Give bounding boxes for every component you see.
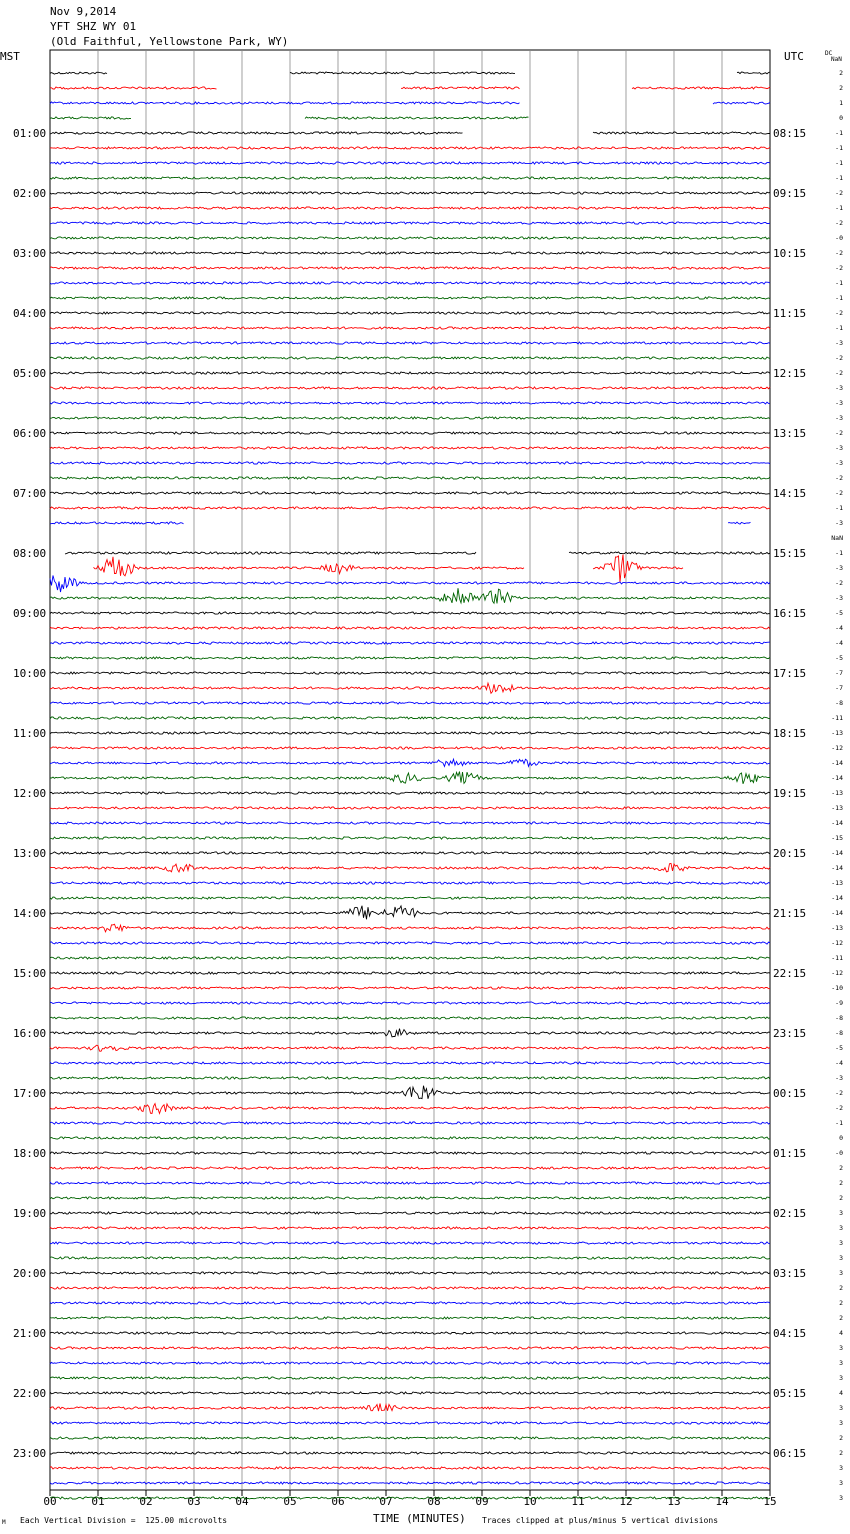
seismic-trace	[50, 1332, 770, 1334]
right-hour-label: 16:15	[773, 607, 807, 620]
x-tick-label: 06	[331, 1495, 345, 1508]
dc-offset-value: 3	[839, 1269, 843, 1277]
dc-offset-value: 1	[839, 99, 843, 107]
x-tick-label: 09	[475, 1495, 489, 1508]
seismic-trace	[401, 87, 520, 89]
dc-offset-value: -14	[831, 759, 843, 767]
left-hour-label: 04:00	[13, 307, 47, 320]
dc-offset-value: -1	[835, 174, 843, 182]
left-hour-label: 13:00	[13, 847, 47, 860]
seismic-trace	[632, 87, 770, 89]
dc-offset-value: 2	[839, 1194, 843, 1202]
seismic-trace	[50, 1017, 770, 1019]
dc-offset-value: -12	[831, 969, 843, 977]
left-hour-label: 05:00	[13, 367, 47, 380]
seismic-trace	[50, 759, 770, 766]
seismic-trace	[50, 297, 770, 299]
dc-offset-value: -2	[835, 189, 843, 197]
seismic-trace	[50, 772, 770, 784]
dc-offset-value: 3	[839, 1224, 843, 1232]
seismic-trace	[50, 972, 770, 974]
seismic-trace	[50, 717, 770, 719]
x-tick-label: 12	[619, 1495, 633, 1508]
dc-offset-value: -14	[831, 819, 843, 827]
seismic-trace	[50, 987, 770, 989]
dc-offset-value: -13	[831, 789, 843, 797]
seismic-trace	[593, 555, 683, 583]
dc-offset-value: 2	[839, 84, 843, 92]
seismic-trace	[50, 1182, 770, 1184]
seismic-trace	[50, 1029, 770, 1037]
seismic-trace	[50, 102, 520, 104]
seismic-trace	[50, 1167, 770, 1169]
seismic-trace	[50, 72, 107, 74]
dc-offset-value: -8	[835, 1014, 843, 1022]
dc-offset-value: -5	[835, 609, 843, 617]
seismic-trace	[50, 1086, 770, 1099]
dc-offset-value: -14	[831, 864, 843, 872]
seismic-trace	[50, 1482, 770, 1484]
seismic-trace	[50, 222, 770, 224]
dc-offset-value: -4	[835, 1059, 843, 1067]
dc-offset-value: -8	[835, 699, 843, 707]
seismic-trace	[50, 327, 770, 329]
dc-offset-value: -2	[835, 489, 843, 497]
seismic-trace	[50, 432, 770, 434]
dc-offset-value: -3	[835, 384, 843, 392]
seismic-trace	[50, 387, 770, 389]
x-tick-label: 08	[427, 1495, 441, 1508]
corner-mark: M	[2, 1519, 6, 1526]
seismic-trace	[50, 1152, 770, 1154]
left-hour-label: 11:00	[13, 727, 47, 740]
seismic-trace	[50, 1272, 770, 1274]
dc-offset-value: NaN	[831, 534, 843, 542]
left-hour-label: 14:00	[13, 907, 47, 920]
seismic-trace	[50, 207, 770, 209]
seismic-trace	[50, 732, 770, 734]
dc-offset-value: -14	[831, 894, 843, 902]
dc-offset-value: 2	[839, 1449, 843, 1457]
left-hour-label: 23:00	[13, 1447, 47, 1460]
seismic-trace	[50, 1197, 770, 1199]
dc-offset-value: -12	[831, 744, 843, 752]
dc-offset-value: -9	[835, 999, 843, 1007]
seismic-trace	[50, 1104, 770, 1114]
left-hour-label: 07:00	[13, 487, 47, 500]
dc-offset-value: 4	[839, 1329, 843, 1337]
dc-offset-value: 2	[839, 1284, 843, 1292]
right-hour-label: 21:15	[773, 907, 807, 920]
seismic-trace	[50, 132, 463, 134]
right-hour-label: 15:15	[773, 547, 807, 560]
dc-offset-value: -1	[835, 159, 843, 167]
x-tick-label: 04	[235, 1495, 249, 1508]
left-timezone-label: MST	[0, 50, 20, 63]
dc-offset-value: -3	[835, 459, 843, 467]
left-hour-label: 03:00	[13, 247, 47, 260]
seismic-trace	[50, 252, 770, 254]
seismic-trace	[50, 372, 770, 374]
dc-offset-value: -2	[835, 429, 843, 437]
seismic-trace	[50, 792, 770, 794]
dc-offset-value: -3	[835, 564, 843, 572]
seismic-trace	[50, 117, 131, 119]
dc-offset-value: 3	[839, 1374, 843, 1382]
right-hour-label: 00:15	[773, 1087, 807, 1100]
left-hour-label: 18:00	[13, 1147, 47, 1160]
location-label: (Old Faithful, Yellowstone Park, WY)	[50, 35, 289, 48]
seismic-trace	[50, 1002, 770, 1004]
seismic-trace	[50, 897, 770, 899]
seismic-trace	[50, 1362, 770, 1364]
seismic-trace	[50, 1257, 770, 1259]
right-hour-label: 04:15	[773, 1327, 807, 1340]
right-hour-label: 05:15	[773, 1387, 807, 1400]
seismic-trace	[50, 1392, 770, 1394]
dc-offset-value: -13	[831, 729, 843, 737]
seismic-trace	[50, 822, 770, 824]
dc-offset-value: -4	[835, 624, 843, 632]
right-hour-label: 12:15	[773, 367, 807, 380]
seismic-trace	[50, 747, 770, 749]
seismic-trace	[50, 683, 770, 693]
dc-offset-value: -10	[831, 984, 843, 992]
seismic-trace	[65, 552, 476, 554]
x-tick-label: 01	[91, 1495, 105, 1508]
dc-offset-value: -7	[835, 669, 843, 677]
seismic-trace	[50, 1467, 770, 1469]
dc-offset-value: 3	[839, 1464, 843, 1472]
dc-offset-value: 0	[839, 1134, 843, 1142]
dc-offset-value: -1	[835, 1119, 843, 1127]
dc-offset-value: -14	[831, 774, 843, 782]
seismic-trace	[50, 162, 770, 164]
x-tick-label: 13	[667, 1495, 681, 1508]
seismic-trace	[50, 1212, 770, 1214]
x-tick-label: 14	[715, 1495, 729, 1508]
dc-offset-value: -8	[835, 1029, 843, 1037]
x-tick-label: 03	[187, 1495, 201, 1508]
seismic-trace	[50, 522, 184, 524]
seismic-trace	[50, 1077, 770, 1079]
seismic-trace	[50, 1347, 770, 1349]
dc-offset-value: -13	[831, 804, 843, 812]
seismic-trace	[50, 576, 770, 593]
dc-column-subtitle: NaN	[831, 56, 842, 63]
seismic-trace	[50, 642, 770, 644]
seismic-trace	[593, 132, 770, 134]
seismic-trace	[713, 102, 770, 104]
right-hour-label: 11:15	[773, 307, 807, 320]
dc-offset-value: -2	[835, 309, 843, 317]
seismic-trace	[728, 522, 751, 524]
seismic-trace	[50, 267, 770, 269]
left-hour-label: 10:00	[13, 667, 47, 680]
right-hour-label: 06:15	[773, 1447, 807, 1460]
right-hour-label: 18:15	[773, 727, 807, 740]
seismic-trace	[50, 312, 770, 314]
dc-offset-value: -1	[835, 279, 843, 287]
date-label: Nov 9,2014	[50, 5, 117, 18]
seismic-trace	[50, 507, 770, 509]
dc-offset-value: 2	[839, 1179, 843, 1187]
right-hour-label: 19:15	[773, 787, 807, 800]
seismic-trace	[50, 1437, 770, 1439]
seismic-trace	[50, 417, 770, 419]
dc-column-title: DC	[825, 50, 833, 57]
dc-offset-value: -2	[835, 249, 843, 257]
dc-offset-value: 2	[839, 1434, 843, 1442]
dc-offset-value: -3	[835, 339, 843, 347]
seismic-trace	[50, 1045, 770, 1051]
dc-offset-value: -1	[835, 294, 843, 302]
left-hour-label: 16:00	[13, 1027, 47, 1040]
dc-offset-value: 2	[839, 69, 843, 77]
x-tick-label: 15	[763, 1495, 777, 1508]
dc-offset-value: -0	[835, 1149, 843, 1157]
seismic-trace	[50, 1317, 770, 1319]
seismic-trace	[50, 1377, 770, 1379]
seismic-trace	[50, 147, 770, 149]
left-hour-label: 21:00	[13, 1327, 47, 1340]
seismic-trace	[290, 72, 515, 74]
seismic-trace	[50, 447, 770, 449]
dc-offset-value: -3	[835, 519, 843, 527]
seismic-trace	[50, 1404, 770, 1412]
dc-offset-value: -13	[831, 924, 843, 932]
seismic-trace	[50, 588, 770, 603]
seismic-trace	[50, 1122, 770, 1124]
seismic-trace	[50, 672, 770, 674]
dc-offset-value: -3	[835, 594, 843, 602]
dc-offset-value: -12	[831, 939, 843, 947]
dc-offset-value: 0	[839, 114, 843, 122]
seismic-trace	[50, 492, 770, 494]
seismic-trace	[50, 807, 770, 809]
seismic-trace	[50, 462, 770, 464]
dc-offset-value: -14	[831, 849, 843, 857]
right-hour-label: 08:15	[773, 127, 807, 140]
x-axis-title: TIME (MINUTES)	[373, 1512, 466, 1525]
x-tick-label: 05	[283, 1495, 297, 1508]
dc-offset-value: -2	[835, 1104, 843, 1112]
seismic-trace	[50, 87, 217, 89]
right-hour-label: 22:15	[773, 967, 807, 980]
seismic-trace	[50, 627, 770, 629]
dc-offset-value: -2	[835, 264, 843, 272]
station-label: YFT SHZ WY 01	[50, 20, 137, 33]
seismic-trace	[50, 1062, 770, 1064]
dc-offset-value: -1	[835, 324, 843, 332]
left-hour-label: 06:00	[13, 427, 47, 440]
seismic-trace	[737, 72, 770, 74]
seismic-trace	[50, 1137, 770, 1139]
left-hour-label: 01:00	[13, 127, 47, 140]
seismic-trace	[50, 1287, 770, 1289]
dc-offset-value: 3	[839, 1494, 843, 1502]
seismic-trace	[50, 882, 770, 884]
left-hour-label: 22:00	[13, 1387, 47, 1400]
seismic-trace	[50, 924, 770, 932]
dc-offset-value: -1	[835, 144, 843, 152]
seismic-trace	[50, 702, 770, 704]
right-hour-label: 17:15	[773, 667, 807, 680]
seismic-trace	[50, 192, 770, 194]
seismic-trace	[50, 863, 770, 872]
dc-offset-value: 3	[839, 1419, 843, 1427]
right-hour-label: 20:15	[773, 847, 807, 860]
dc-offset-value: -1	[835, 549, 843, 557]
seismic-trace	[50, 282, 770, 284]
dc-offset-value: -2	[835, 369, 843, 377]
left-hour-label: 20:00	[13, 1267, 47, 1280]
seismic-trace	[50, 1242, 770, 1244]
dc-offset-value: 3	[839, 1479, 843, 1487]
dc-offset-value: -2	[835, 474, 843, 482]
right-timezone-label: UTC	[784, 50, 804, 63]
left-hour-label: 17:00	[13, 1087, 47, 1100]
right-hour-label: 03:15	[773, 1267, 807, 1280]
x-tick-label: 00	[43, 1495, 57, 1508]
seismic-trace	[94, 557, 525, 576]
dc-offset-value: -13	[831, 879, 843, 887]
right-hour-label: 14:15	[773, 487, 807, 500]
seismic-trace	[50, 957, 770, 959]
dc-offset-value: 3	[839, 1254, 843, 1262]
dc-offset-value: 3	[839, 1404, 843, 1412]
clip-note: Traces clipped at plus/minus 5 vertical divisions	[482, 1516, 719, 1525]
seismic-trace	[50, 1452, 770, 1454]
dc-offset-value: -1	[835, 204, 843, 212]
left-hour-label: 08:00	[13, 547, 47, 560]
seismic-trace	[50, 1302, 770, 1304]
dc-offset-value: -3	[835, 414, 843, 422]
dc-offset-value: -1	[835, 504, 843, 512]
dc-offset-value: -2	[835, 354, 843, 362]
dc-offset-value: -7	[835, 684, 843, 692]
seismic-trace	[569, 552, 770, 554]
dc-offset-value: 4	[839, 1389, 843, 1397]
dc-offset-value: -4	[835, 639, 843, 647]
dc-offset-value: -3	[835, 399, 843, 407]
left-hour-label: 15:00	[13, 967, 47, 980]
seismic-trace	[50, 906, 770, 920]
seismic-trace	[50, 837, 770, 839]
dc-offset-value: -2	[835, 219, 843, 227]
x-tick-label: 02	[139, 1495, 153, 1508]
dc-offset-value: -5	[835, 654, 843, 662]
dc-offset-value: -0	[835, 234, 843, 242]
dc-offset-value: -11	[831, 954, 843, 962]
left-hour-label: 19:00	[13, 1207, 47, 1220]
seismic-trace	[50, 1497, 770, 1499]
left-hour-label: 12:00	[13, 787, 47, 800]
seismic-trace	[305, 117, 529, 119]
seismic-trace	[50, 1227, 770, 1229]
seismic-trace	[50, 402, 770, 404]
dc-offset-value: -2	[835, 579, 843, 587]
dc-offset-value: 2	[839, 1164, 843, 1172]
right-hour-label: 10:15	[773, 247, 807, 260]
right-hour-label: 02:15	[773, 1207, 807, 1220]
dc-offset-value: -1	[835, 129, 843, 137]
dc-offset-value: 2	[839, 1299, 843, 1307]
seismic-trace	[50, 177, 770, 179]
seismic-trace	[50, 942, 770, 944]
right-hour-label: 01:15	[773, 1147, 807, 1160]
seismic-trace	[50, 477, 770, 479]
seismic-trace	[50, 1422, 770, 1424]
seismic-trace	[50, 852, 770, 854]
right-hour-label: 23:15	[773, 1027, 807, 1040]
dc-offset-value: -11	[831, 714, 843, 722]
dc-offset-value: -5	[835, 1044, 843, 1052]
dc-offset-value: -14	[831, 909, 843, 917]
scale-note: Each Vertical Division = 125.00 microvolts	[20, 1516, 228, 1525]
seismic-trace	[50, 342, 770, 344]
seismic-trace	[50, 657, 770, 659]
left-hour-label: 09:00	[13, 607, 47, 620]
dc-offset-value: 2	[839, 1314, 843, 1322]
seismic-trace	[50, 357, 770, 359]
left-hour-label: 02:00	[13, 187, 47, 200]
right-hour-label: 09:15	[773, 187, 807, 200]
dc-offset-value: 3	[839, 1359, 843, 1367]
x-tick-label: 11	[571, 1495, 585, 1508]
dc-offset-value: -15	[831, 834, 843, 842]
dc-offset-value: 3	[839, 1344, 843, 1352]
dc-offset-value: -2	[835, 1089, 843, 1097]
dc-offset-value: 3	[839, 1209, 843, 1217]
seismic-trace	[50, 612, 770, 614]
right-hour-label: 13:15	[773, 427, 807, 440]
seismic-trace	[50, 237, 770, 239]
dc-offset-value: -3	[835, 444, 843, 452]
x-tick-label: 10	[523, 1495, 537, 1508]
dc-offset-value: -3	[835, 1074, 843, 1082]
dc-offset-value: 3	[839, 1239, 843, 1247]
x-tick-label: 07	[379, 1495, 393, 1508]
